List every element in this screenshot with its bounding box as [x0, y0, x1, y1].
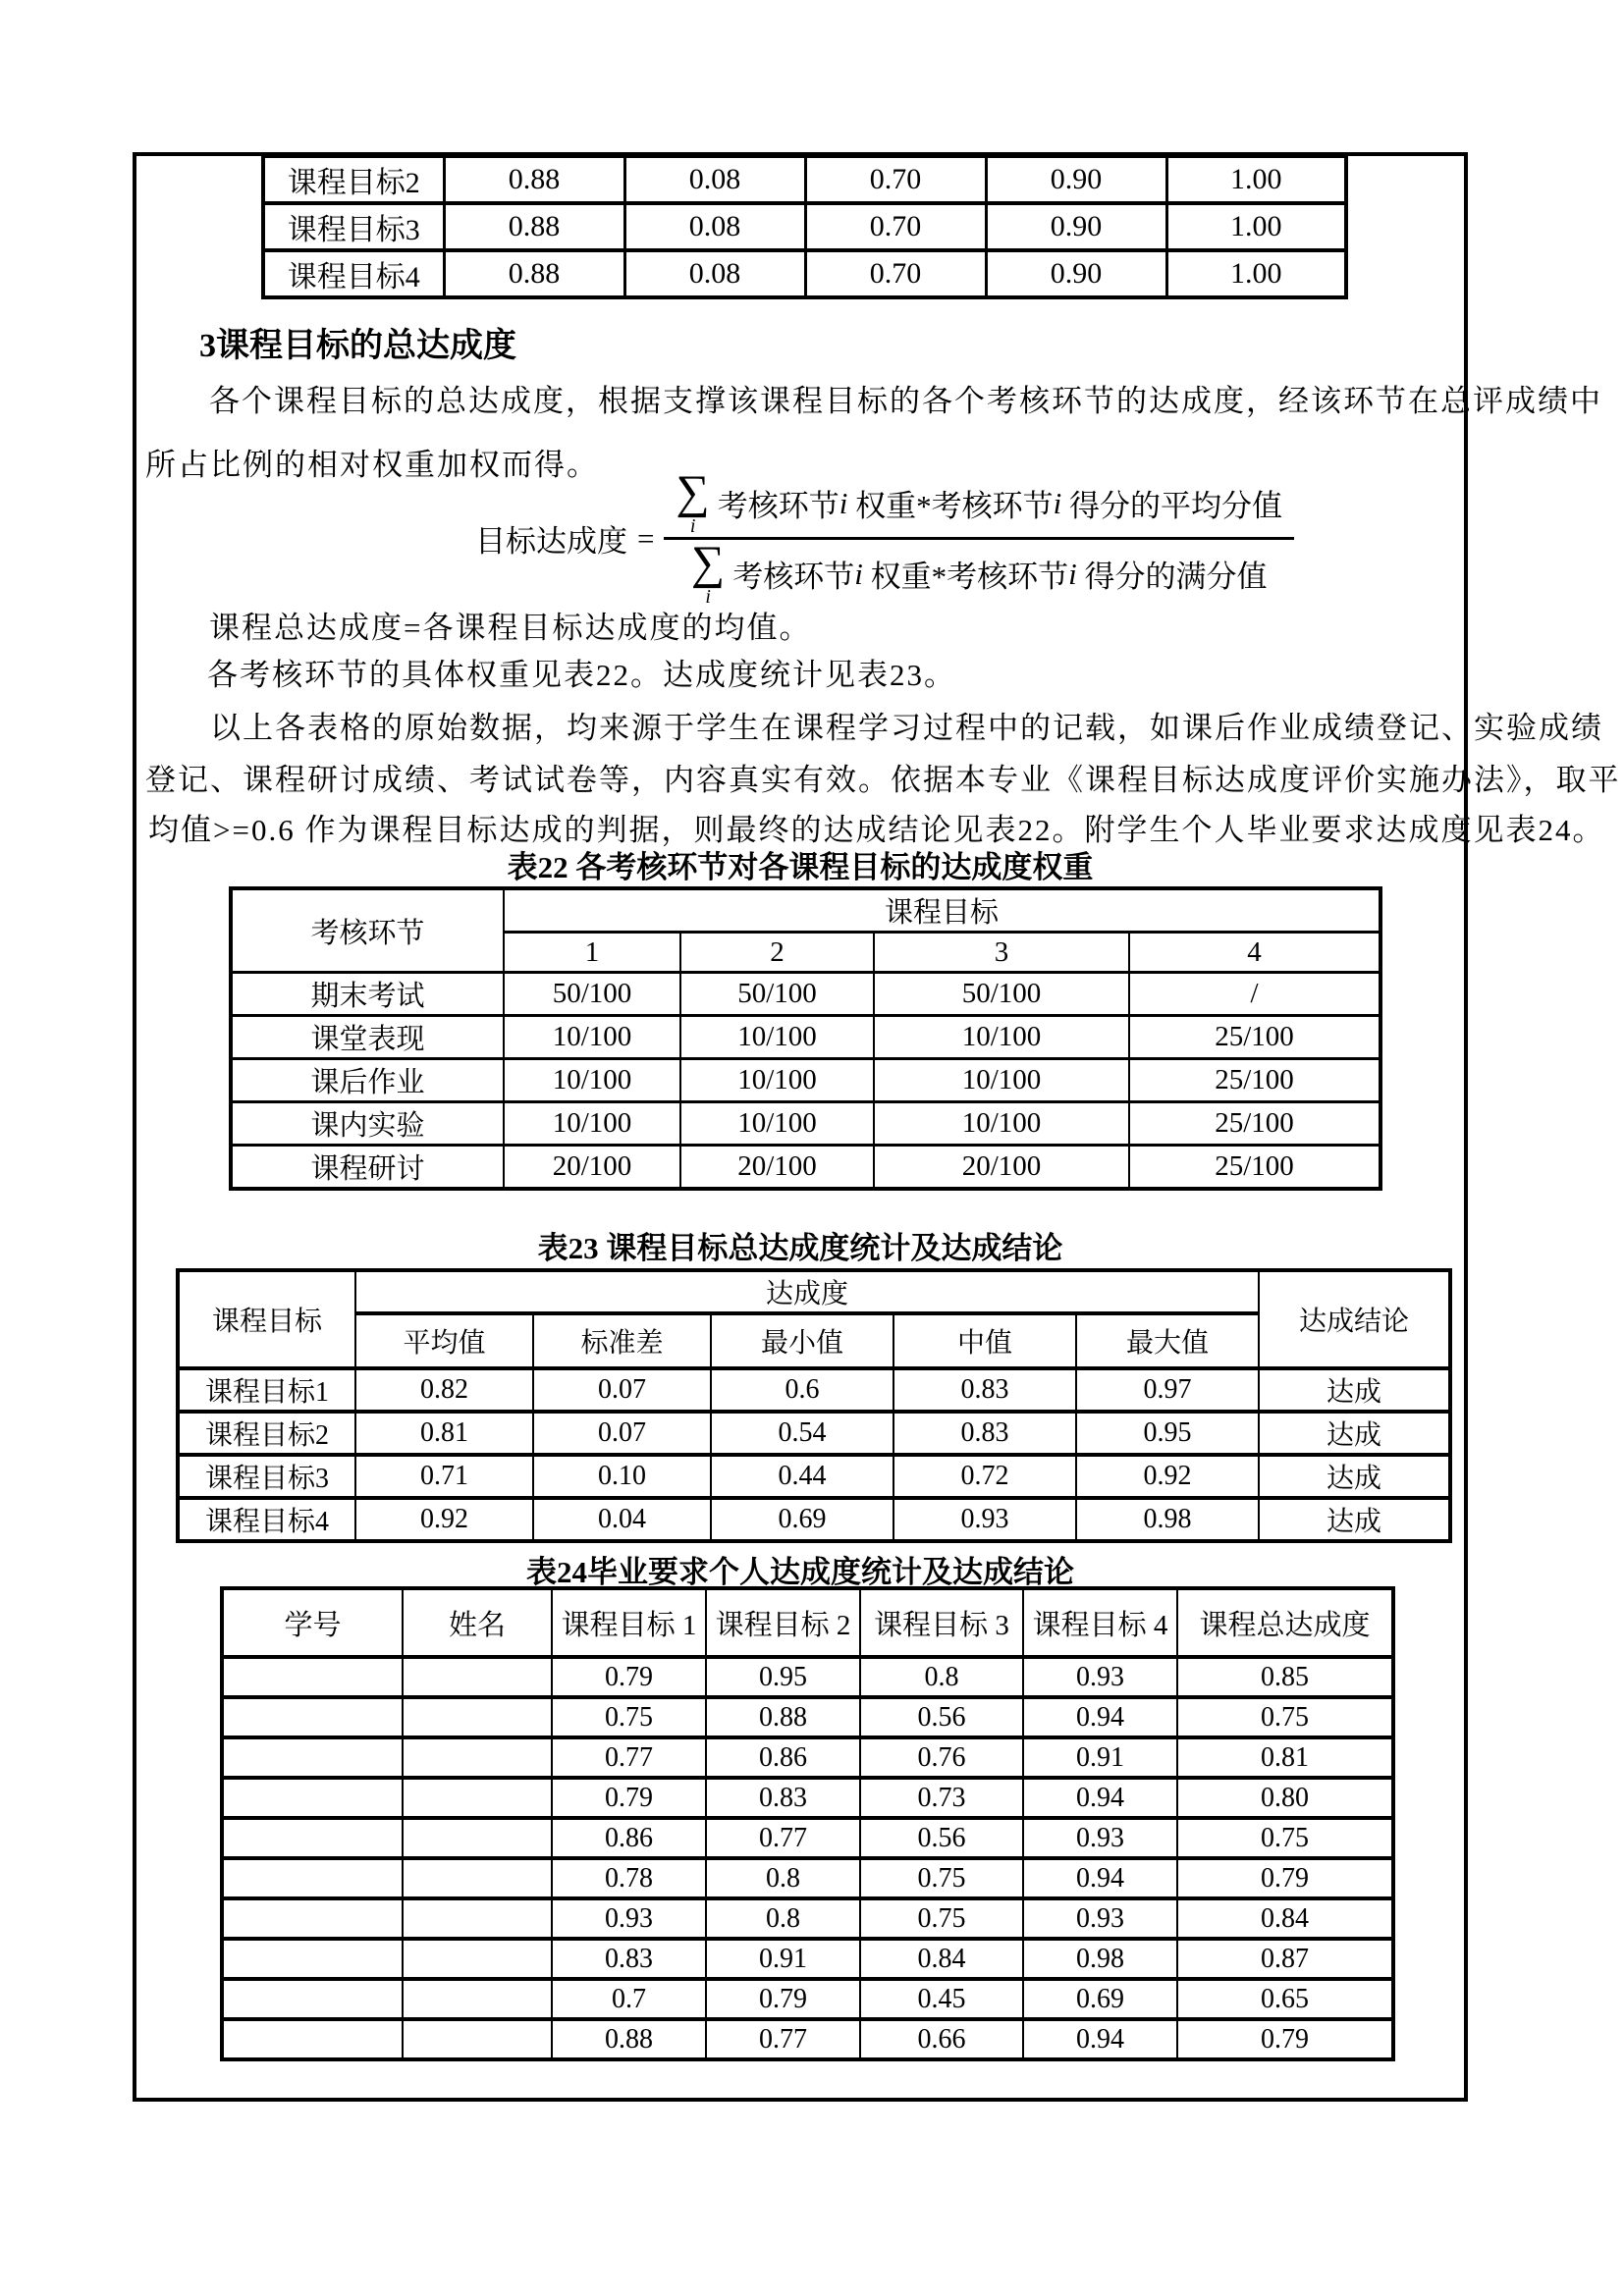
row-label: 课程研讨: [231, 1146, 504, 1190]
header-cell: 课程目标: [504, 888, 1380, 933]
table-row: [222, 1858, 1393, 1898]
cell: 10/100: [680, 1102, 874, 1146]
section-heading: 3课程目标的总达成度: [199, 328, 516, 364]
cell: 0.8: [706, 1858, 860, 1898]
conclusion-cell: 达成: [1259, 1455, 1450, 1498]
header-cell: 达成度: [355, 1270, 1259, 1313]
table-row: [222, 1737, 1393, 1778]
table-row: [178, 1498, 1450, 1541]
name-cell: [403, 1939, 552, 1979]
cell: 10/100: [874, 1102, 1129, 1146]
header-cell: 课程目标 1: [552, 1588, 706, 1657]
cell: 0.90: [986, 250, 1166, 297]
header-cell: 1: [504, 933, 680, 973]
cell: 0.93: [893, 1498, 1076, 1541]
row-label: 课程目标3: [263, 203, 444, 250]
cell: 0.81: [1177, 1737, 1393, 1778]
cell: 0.90: [986, 156, 1166, 203]
equals-sign: =: [637, 520, 655, 556]
formula-lhs: 目标达成度: [475, 524, 627, 560]
cell: 20/100: [504, 1146, 680, 1190]
cell: 0.69: [711, 1498, 893, 1541]
cell: 0.77: [552, 1737, 706, 1778]
cell: 0.77: [706, 1818, 860, 1858]
cell: 0.88: [444, 156, 624, 203]
paragraph-line: 课程总达成度=各课程目标达成度的均值。: [209, 611, 812, 645]
header-cell: 学号: [222, 1588, 403, 1657]
table23-summary: [176, 1268, 1452, 1543]
table-row: [231, 1146, 1380, 1190]
header-cell: 达成结论: [1259, 1270, 1450, 1368]
cell: 0.77: [706, 2019, 860, 2059]
header-cell: 课程目标 2: [706, 1588, 860, 1657]
cell: 20/100: [874, 1146, 1129, 1190]
name-cell: [403, 1858, 552, 1898]
cell: 0.69: [1023, 1979, 1177, 2019]
cell: 0.79: [552, 1657, 706, 1697]
header-cell: 3: [874, 933, 1129, 973]
cell: 0.44: [711, 1455, 893, 1498]
row-label: 课程目标2: [178, 1412, 355, 1455]
cell: 0.94: [1023, 2019, 1177, 2059]
table-row: [222, 1818, 1393, 1858]
cell: 50/100: [874, 973, 1129, 1016]
student-id-cell: [222, 1737, 403, 1778]
cell: 0.75: [860, 1858, 1023, 1898]
cell: 0.07: [533, 1368, 711, 1412]
cell: 0.82: [355, 1368, 533, 1412]
student-id-cell: [222, 1657, 403, 1697]
row-label: 课堂表现: [231, 1016, 504, 1059]
table-row: [222, 1697, 1393, 1737]
cell: 50/100: [680, 973, 874, 1016]
cell: 50/100: [504, 973, 680, 1016]
cell: 0.08: [624, 203, 805, 250]
header-cell: 课程总达成度: [1177, 1588, 1393, 1657]
cell: 10/100: [680, 1016, 874, 1059]
achievement-formula: [475, 466, 1294, 609]
cell: 0.81: [355, 1412, 533, 1455]
cell: 0.91: [706, 1939, 860, 1979]
table-row: [231, 973, 1380, 1016]
header-cell: 标准差: [533, 1313, 711, 1368]
table-row: [178, 1368, 1450, 1412]
row-label: 课内实验: [231, 1102, 504, 1146]
cell: 25/100: [1129, 1016, 1380, 1059]
cell: 0.84: [1177, 1898, 1393, 1939]
name-cell: [403, 1657, 552, 1697]
table24-individual: [220, 1586, 1395, 2061]
cell: /: [1129, 973, 1380, 1016]
cell: 1.00: [1166, 203, 1346, 250]
cell: 0.83: [893, 1412, 1076, 1455]
header-cell: 平均值: [355, 1313, 533, 1368]
paragraph-line: 各个课程目标的总达成度，根据支撑该课程目标的各个考核环节的达成度，经该环节在总评成绩中: [209, 384, 1602, 418]
paragraph-line: 均值>=0.6 作为课程目标达成的判据，则最终的达成结论见表22。附学生个人毕业要求达成度见表24。: [148, 813, 1605, 847]
row-label: 课程目标3: [178, 1455, 355, 1498]
sigma-symbol: ∑ i: [690, 537, 726, 609]
header-cell: 考核环节: [231, 888, 504, 973]
name-cell: [403, 1737, 552, 1778]
conclusion-cell: 达成: [1259, 1498, 1450, 1541]
cell: 0.7: [552, 1979, 706, 2019]
header-cell: 姓名: [403, 1588, 552, 1657]
table-row: [222, 1939, 1393, 1979]
cell: 10/100: [874, 1059, 1129, 1102]
table-header-row: [178, 1270, 1450, 1313]
cell: 0.86: [552, 1818, 706, 1858]
cell: 1.00: [1166, 250, 1346, 297]
cell: 0.08: [624, 156, 805, 203]
cell: 0.88: [444, 250, 624, 297]
student-id-cell: [222, 2019, 403, 2059]
formula-fraction: [664, 466, 1293, 609]
cell: 0.8: [860, 1657, 1023, 1697]
cell: 0.92: [355, 1498, 533, 1541]
cell: 0.76: [860, 1737, 1023, 1778]
cell: 0.98: [1076, 1498, 1259, 1541]
cell: 0.70: [805, 156, 986, 203]
cell: 0.94: [1023, 1858, 1177, 1898]
cell: 25/100: [1129, 1146, 1380, 1190]
paragraph-line: 所占比例的相对权重加权而得。: [145, 448, 599, 482]
cell: 0.88: [552, 2019, 706, 2059]
student-id-cell: [222, 1939, 403, 1979]
cell: 0.97: [1076, 1368, 1259, 1412]
table23-caption: 表23 课程目标总达成度统计及达成结论: [537, 1231, 1063, 1265]
cell: 20/100: [680, 1146, 874, 1190]
cell: 0.83: [706, 1778, 860, 1818]
cell: 0.87: [1177, 1939, 1393, 1979]
cell: 10/100: [504, 1102, 680, 1146]
table-row: [263, 156, 1346, 203]
student-id-cell: [222, 1818, 403, 1858]
header-cell: 最小值: [711, 1313, 893, 1368]
row-label: 课程目标2: [263, 156, 444, 203]
cell: 25/100: [1129, 1059, 1380, 1102]
cell: 0.83: [893, 1368, 1076, 1412]
table-row: [222, 2019, 1393, 2059]
table-row: [231, 1059, 1380, 1102]
cell: 0.93: [1023, 1898, 1177, 1939]
cell: 0.04: [533, 1498, 711, 1541]
row-label: 课程目标4: [178, 1498, 355, 1541]
table-row: [222, 1657, 1393, 1697]
row-label: 课程目标4: [263, 250, 444, 297]
cell: 0.92: [1076, 1455, 1259, 1498]
table-row: [263, 250, 1346, 297]
header-cell: 最大值: [1076, 1313, 1259, 1368]
student-id-cell: [222, 1858, 403, 1898]
name-cell: [403, 1979, 552, 2019]
previous-page-table: [261, 154, 1348, 299]
cell: 0.79: [1177, 2019, 1393, 2059]
table24-caption: 表24毕业要求个人达成度统计及达成结论: [526, 1555, 1074, 1589]
cell: 10/100: [504, 1016, 680, 1059]
formula-denominator: ∑ i 考核环节 i 权重*考核环节 i 得分的满分值: [664, 537, 1293, 608]
cell: 0.95: [706, 1657, 860, 1697]
cell: 0.79: [706, 1979, 860, 2019]
cell: 0.79: [1177, 1858, 1393, 1898]
cell: 0.93: [552, 1898, 706, 1939]
cell: 25/100: [1129, 1102, 1380, 1146]
cell: 0.70: [805, 250, 986, 297]
cell: 0.91: [1023, 1737, 1177, 1778]
student-id-cell: [222, 1898, 403, 1939]
cell: 0.65: [1177, 1979, 1393, 2019]
cell: 0.54: [711, 1412, 893, 1455]
name-cell: [403, 2019, 552, 2059]
cell: 0.78: [552, 1858, 706, 1898]
cell: 0.75: [1177, 1818, 1393, 1858]
header-cell: 课程目标 4: [1023, 1588, 1177, 1657]
cell: 0.83: [552, 1939, 706, 1979]
conclusion-cell: 达成: [1259, 1412, 1450, 1455]
header-cell: 中值: [893, 1313, 1076, 1368]
cell: 0.98: [1023, 1939, 1177, 1979]
cell: 0.93: [1023, 1818, 1177, 1858]
cell: 0.07: [533, 1412, 711, 1455]
cell: 0.80: [1177, 1778, 1393, 1818]
cell: 0.70: [805, 203, 986, 250]
table-row: [178, 1455, 1450, 1498]
cell: 0.86: [706, 1737, 860, 1778]
table-row: [222, 1979, 1393, 2019]
cell: 0.79: [552, 1778, 706, 1818]
cell: 0.08: [624, 250, 805, 297]
paragraph-line: 以上各表格的原始数据，均来源于学生在课程学习过程中的记载，如课后作业成绩登记、实验成绩: [210, 711, 1603, 745]
cell: 0.75: [860, 1898, 1023, 1939]
cell: 0.85: [1177, 1657, 1393, 1697]
cell: 0.90: [986, 203, 1166, 250]
cell: 0.10: [533, 1455, 711, 1498]
table-header-row: [222, 1588, 1393, 1657]
header-cell: 2: [680, 933, 874, 973]
formula-numerator: ∑ i 考核环节 i 权重*考核环节 i 得分的平均分值: [676, 466, 1282, 538]
cell: 0.71: [355, 1455, 533, 1498]
student-id-cell: [222, 1979, 403, 2019]
table22-caption: 表22 各考核环节对各课程目标的达成度权重: [507, 850, 1094, 884]
cell: 0.73: [860, 1778, 1023, 1818]
header-cell: 课程目标: [178, 1270, 355, 1368]
cell: 10/100: [680, 1059, 874, 1102]
cell: 0.95: [1076, 1412, 1259, 1455]
student-id-cell: [222, 1778, 403, 1818]
cell: 0.94: [1023, 1697, 1177, 1737]
table-row: [222, 1778, 1393, 1818]
cell: 0.93: [1023, 1657, 1177, 1697]
row-label: 期末考试: [231, 973, 504, 1016]
cell: 0.45: [860, 1979, 1023, 2019]
cell: 0.88: [444, 203, 624, 250]
table-row: [231, 1102, 1380, 1146]
cell: 0.88: [706, 1697, 860, 1737]
table-row: [231, 1016, 1380, 1059]
cell: 0.8: [706, 1898, 860, 1939]
row-label: 课程目标1: [178, 1368, 355, 1412]
table-row: [178, 1412, 1450, 1455]
name-cell: [403, 1818, 552, 1858]
cell: 0.75: [552, 1697, 706, 1737]
paragraph-line: 各考核环节的具体权重见表22。达成度统计见表23。: [207, 658, 956, 692]
cell: 10/100: [874, 1016, 1129, 1059]
cell: 0.66: [860, 2019, 1023, 2059]
name-cell: [403, 1898, 552, 1939]
table-row: [263, 203, 1346, 250]
cell: 0.6: [711, 1368, 893, 1412]
cell: 10/100: [504, 1059, 680, 1102]
row-label: 课后作业: [231, 1059, 504, 1102]
student-id-cell: [222, 1697, 403, 1737]
header-cell: 课程目标 3: [860, 1588, 1023, 1657]
table-header-row: [231, 888, 1380, 933]
cell: 1.00: [1166, 156, 1346, 203]
sigma-symbol: ∑ i: [676, 466, 710, 538]
paragraph-line: 登记、课程研讨成绩、考试试卷等，内容真实有效。依据本专业《课程目标达成度评价实施办法》，取平: [145, 763, 1621, 797]
name-cell: [403, 1697, 552, 1737]
conclusion-cell: 达成: [1259, 1368, 1450, 1412]
cell: 0.84: [860, 1939, 1023, 1979]
name-cell: [403, 1778, 552, 1818]
cell: 0.56: [860, 1697, 1023, 1737]
table-row: [222, 1898, 1393, 1939]
cell: 0.75: [1177, 1697, 1393, 1737]
cell: 0.56: [860, 1818, 1023, 1858]
header-cell: 4: [1129, 933, 1380, 973]
table22-weights: [229, 886, 1382, 1191]
cell: 0.94: [1023, 1778, 1177, 1818]
cell: 0.72: [893, 1455, 1076, 1498]
